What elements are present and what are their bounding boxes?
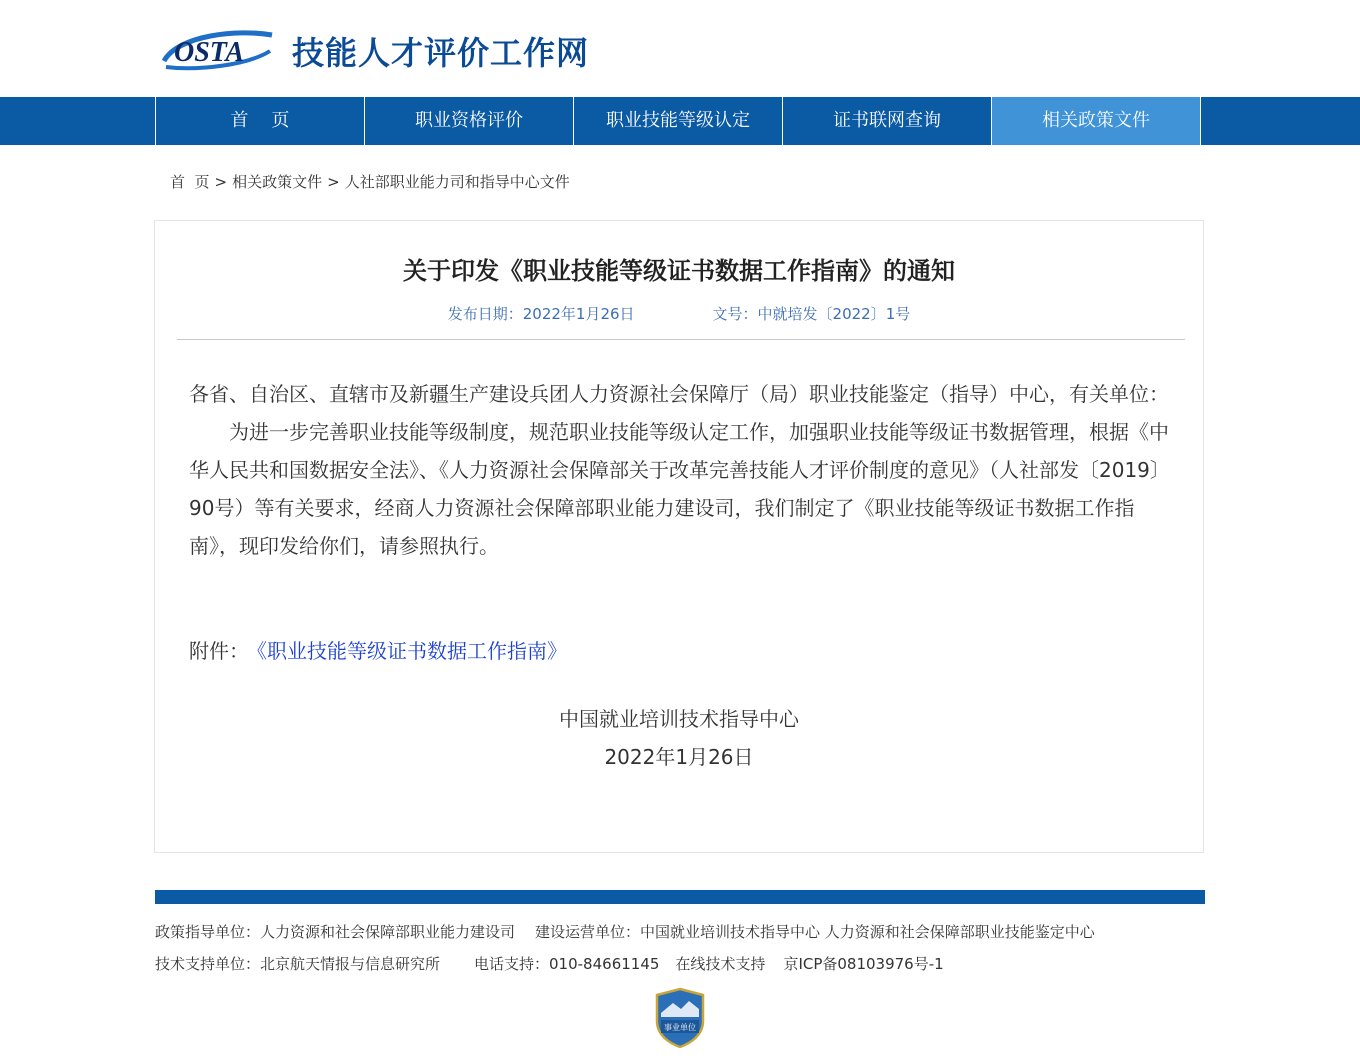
main-nav	[0, 97, 1360, 145]
article-meta	[155, 303, 1203, 324]
footer-bar	[155, 890, 1205, 904]
phone-support: 电话支持：010-84661145	[474, 955, 660, 973]
nav-item-policy[interactable]: 相关政策文件	[991, 97, 1201, 145]
site-title[interactable]: 技能人才评价工作网	[292, 34, 590, 72]
nav-item-qualification[interactable]: 职业资格评价	[364, 97, 573, 145]
attachment	[189, 635, 567, 664]
title-divider	[177, 339, 1185, 340]
breadcrumb-home[interactable]: 首 页	[170, 173, 210, 191]
attachment-link[interactable]: 《职业技能等级证书数据工作指南》	[257, 639, 567, 663]
article-body	[189, 375, 1179, 565]
badge-text: 事业单位	[664, 1023, 696, 1032]
policy-guidance-unit: 政策指导单位：人力资源和社会保障部职业能力建设司	[155, 923, 516, 941]
breadcrumb-current[interactable]: 人社部职业能力司和指导中心文件	[344, 173, 570, 191]
doc-number: 文号：中就培发〔2022〕1号	[712, 305, 911, 323]
operation-unit: 建设运营单位：中国就业培训技术指导中心 人力资源和社会保障部职业技能鉴定中心	[535, 923, 1095, 941]
publish-date: 发布日期：2022年1月26日	[447, 305, 635, 323]
online-support-link[interactable]: 在线技术支持	[675, 955, 766, 973]
footer-line-2	[155, 953, 964, 974]
breadcrumb-policy[interactable]: 相关政策文件	[232, 173, 323, 191]
nav-item-certificate-query[interactable]: 证书联网查询	[782, 97, 991, 145]
breadcrumb	[170, 171, 570, 192]
logo-text: OSTA	[174, 37, 245, 68]
breadcrumb-separator: >	[327, 173, 340, 191]
footer-line-1	[155, 921, 1115, 942]
signature-date: 2022年1月26日	[604, 745, 754, 769]
breadcrumb-separator: >	[214, 173, 228, 191]
body-paragraph: 为进一步完善职业技能等级制度，规范职业技能等级认定工作，加强职业技能等级证书数据管理，根据《中华人民共和国数据安全法》、《人力资源社会保障部关于改革完善技能人才评价制度的意见》（人社部发〔2019〕90号）等有关要求，经商人力资源社会保障部职业能力建设司，我们制定了《职业技能等级证书数据工作指南》，现印发给你们，请参照执行。	[189, 420, 1170, 558]
tech-support-unit: 技术支持单位：北京航天情报与信息研究所	[155, 955, 441, 973]
institution-badge-icon[interactable]	[653, 987, 707, 1049]
nav-item-home[interactable]: 首 页	[155, 97, 364, 145]
osta-logo-icon[interactable]	[158, 25, 278, 75]
article-container	[154, 220, 1204, 853]
nav-item-skill-level[interactable]: 职业技能等级认定	[573, 97, 782, 145]
site-header	[0, 0, 1360, 97]
article-title: 关于印发《职业技能等级证书数据工作指南》的通知	[403, 257, 955, 285]
signature-org: 中国就业培训技术指导中心	[559, 707, 799, 731]
icp-number[interactable]: 京ICP备08103976号-1	[783, 955, 944, 973]
attachment-label: 附件：	[189, 639, 249, 663]
salutation: 各省、自治区、直辖市及新疆生产建设兵团人力资源社会保障厅（局）职业技能鉴定（指导）中心，有关单位：	[189, 382, 1169, 406]
